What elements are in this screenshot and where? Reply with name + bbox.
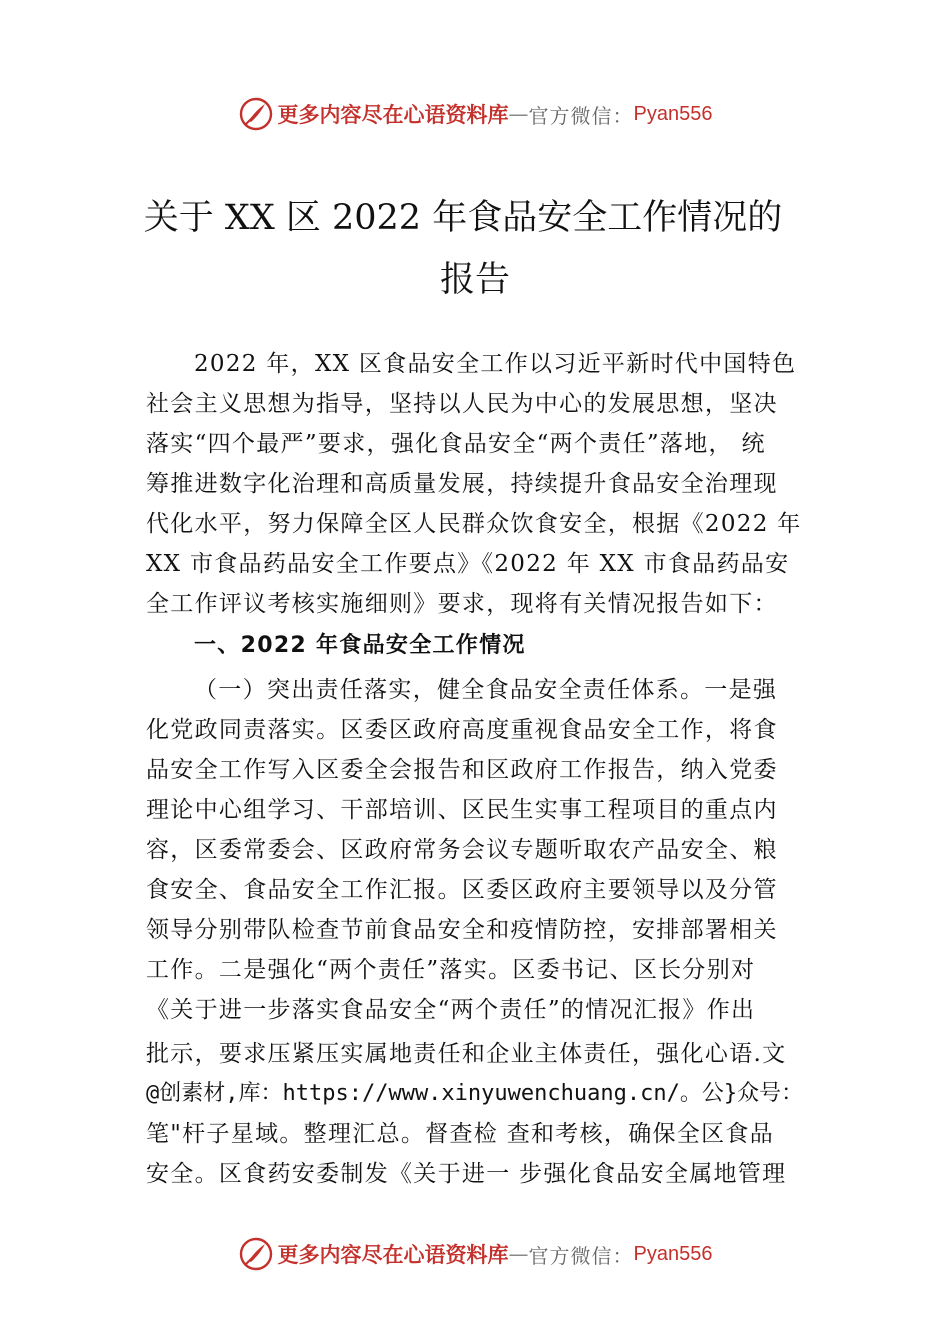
watermark-text: 更多内容尽在心语资料库 bbox=[277, 1242, 509, 1267]
paragraph-line: 2022 年，XX 区食品安全工作以习近平新时代中国特色 bbox=[194, 351, 797, 377]
paragraph-line: 食安全、食品安全工作汇报。区委区政府主要领导以及分管 bbox=[146, 877, 778, 903]
paragraph-line: 全工作评议考核实施细则》要求，现将有关情况报告如下： bbox=[146, 591, 778, 617]
document-title-line-1: 关于 XX 区 2022 年食品安全工作情况的 bbox=[143, 198, 783, 238]
intro-paragraph bbox=[146, 344, 826, 624]
paragraph-line: @创素材,库：https://www.xinyuwenchuang.cn/。公}众号： bbox=[146, 1081, 804, 1106]
paragraph-line: 化党政同责落实。区委区政府高度重视食品安全工作，将食 bbox=[146, 717, 778, 743]
paragraph-line: （一）突出责任落实，健全食品安全责任体系。一是强 bbox=[194, 677, 778, 703]
paragraph-line: 理论中心组学习、干部培训、区民生实事工程项目的重点内 bbox=[146, 797, 778, 823]
watermark-separator: — bbox=[508, 102, 529, 126]
section-heading-text: 一、2022 年食品安全工作情况 bbox=[194, 633, 526, 658]
footer-watermark bbox=[0, 1234, 950, 1274]
watermark-text: 更多内容尽在心语资料库 bbox=[277, 102, 509, 127]
watermark-wechat-label: 官方微信： bbox=[528, 1243, 634, 1268]
paragraph-line: 笔"杆子星域。整理汇总。督查检 查和考核，确保全区食品 bbox=[146, 1121, 774, 1147]
watermark-wechat-id: Pyan556 bbox=[633, 1242, 713, 1265]
paragraph-line: 《关于进一步落实食品安全“两个责任”的情况汇报》作出 bbox=[146, 997, 756, 1023]
paragraph-line: 社会主义思想为指导，坚持以人民为中心的发展思想，坚决 bbox=[146, 391, 778, 417]
paragraph-line: 批示，要求压紧压实属地责任和企业主体责任，强化心语.文 bbox=[146, 1041, 787, 1067]
quill-logo-icon bbox=[238, 96, 274, 132]
paragraph-line: 容，区委常委会、区政府常务会议专题听取农产品安全、粮 bbox=[146, 837, 778, 863]
watermark-wechat-label: 官方微信： bbox=[528, 103, 634, 128]
watermark-wechat-id: Pyan556 bbox=[633, 102, 713, 125]
section-paragraph bbox=[146, 670, 826, 1194]
paragraph-line: 代化水平，努力保障全区人民群众饮食安全，根据《2022 年 bbox=[146, 511, 802, 537]
quill-logo-icon bbox=[238, 1236, 274, 1272]
paragraph-line: 品安全工作写入区委全会报告和区政府工作报告，纳入党委 bbox=[146, 757, 778, 783]
watermark-separator: — bbox=[508, 1242, 529, 1266]
paragraph-line: 落实“四个最严”要求，强化食品安全“两个责任”落地， 统 bbox=[146, 431, 766, 457]
paragraph-line: 安全。区食药安委制发《关于进一 步强化食品安全属地管理 bbox=[146, 1161, 787, 1187]
header-watermark bbox=[0, 94, 950, 134]
paragraph-line: 筹推进数字化治理和高质量发展，持续提升食品安全治理现 bbox=[146, 471, 778, 497]
paragraph-line: 工作。二是强化“两个责任”落实。区委书记、区长分别对 bbox=[146, 957, 756, 983]
paragraph-line: 领导分别带队检查节前食品安全和疫情防控，安排部署相关 bbox=[146, 917, 778, 943]
section-heading bbox=[146, 626, 826, 666]
paragraph-line: XX 市食品药品安全工作要点》《2022 年 XX 市食品药品安 bbox=[146, 551, 790, 577]
document-title-line-2: 报告 bbox=[439, 260, 510, 300]
